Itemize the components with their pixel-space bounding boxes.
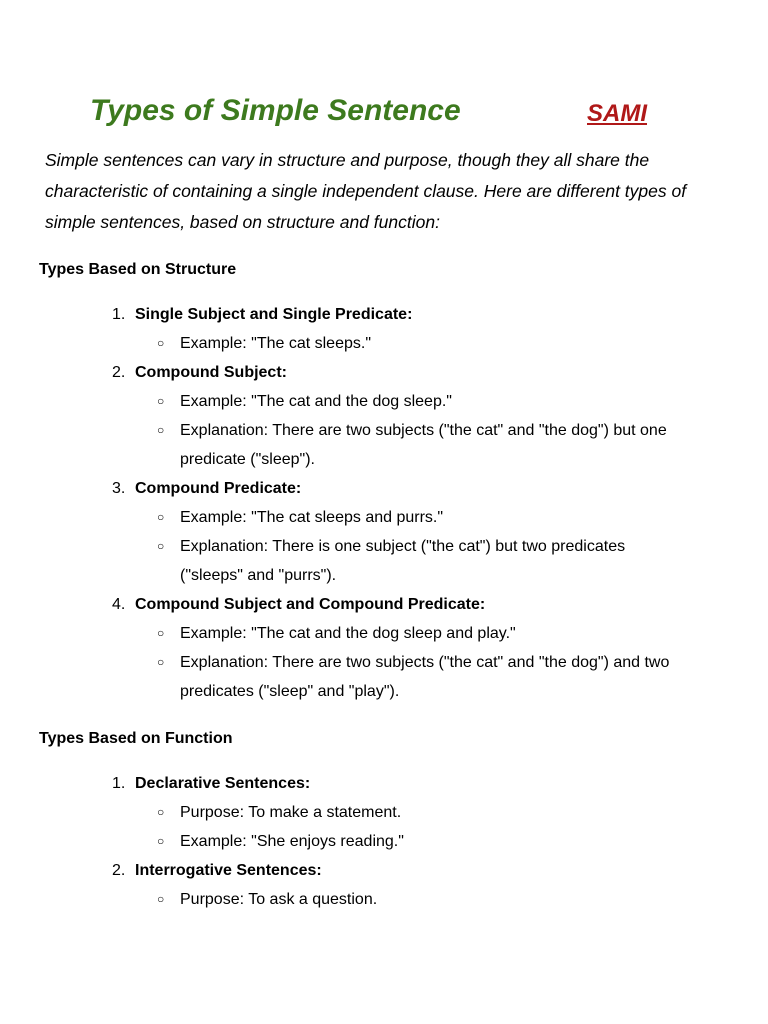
section-heading-structure: Types Based on Structure (39, 261, 237, 278)
sub-item-text: Example: "The cat sleeps and purrs." (180, 509, 444, 526)
sub-item-text: Example: "The cat sleeps." (180, 335, 371, 352)
structure-types-list (0, 300, 690, 706)
sub-list-item (157, 648, 690, 706)
sub-item-text: Explanation: There are two subjects ("the cat" and "the dog") but one predicate ("sleep"). (180, 422, 667, 468)
sub-list-item (157, 387, 690, 416)
sub-list-item (157, 885, 690, 914)
circle-bullet-icon: ○ (157, 336, 165, 350)
list-item (0, 300, 690, 358)
sub-list (0, 885, 690, 914)
section-heading-function: Types Based on Function (39, 730, 233, 747)
list-item (0, 590, 690, 706)
list-number: 2. (112, 862, 126, 879)
intro-paragraph: Simple sentences can vary in structure and purpose, though they all share the characteristic of containing a single independent clause. Here are different types of simple sentences, based on structure and function: (45, 150, 687, 232)
author-name: SAMI (587, 100, 647, 127)
circle-bullet-icon: ○ (157, 394, 165, 408)
document-title: Types of Simple Sentence (90, 94, 461, 127)
list-number: 2. (112, 364, 126, 381)
list-item (0, 856, 690, 914)
sub-list-item (157, 532, 690, 590)
circle-bullet-icon: ○ (157, 626, 165, 640)
list-number: 3. (112, 480, 126, 497)
sub-item-text: Purpose: To make a statement. (180, 804, 402, 821)
circle-bullet-icon: ○ (157, 423, 165, 437)
sub-list-item (157, 416, 690, 474)
list-number: 1. (112, 306, 126, 323)
list-number: 4. (112, 596, 126, 613)
list-item-title: Declarative Sentences: (135, 775, 311, 792)
circle-bullet-icon: ○ (157, 539, 165, 553)
circle-bullet-icon: ○ (157, 655, 165, 669)
sub-list (0, 619, 690, 706)
circle-bullet-icon: ○ (157, 892, 165, 906)
sub-item-text: Purpose: To ask a question. (180, 891, 378, 908)
sub-item-text: Explanation: There is one subject ("the cat") but two predicates ("sleeps" and "purrs"). (180, 538, 626, 584)
list-number: 1. (112, 775, 126, 792)
sub-list (0, 387, 690, 474)
circle-bullet-icon: ○ (157, 834, 165, 848)
sub-list (0, 329, 690, 358)
sub-item-text: Example: "The cat and the dog sleep." (180, 393, 452, 410)
list-item (0, 358, 690, 474)
list-item (0, 474, 690, 590)
list-item (0, 769, 690, 856)
sub-list-item (157, 798, 690, 827)
list-item-title: Single Subject and Single Predicate: (135, 306, 413, 323)
sub-item-text: Example: "She enjoys reading." (180, 833, 404, 850)
sub-list-item (157, 503, 690, 532)
sub-item-text: Explanation: There are two subjects ("the cat" and "the dog") and two predicates ("sleep" and "play"). (180, 654, 670, 700)
sub-list (0, 503, 690, 590)
list-item-title: Interrogative Sentences: (135, 862, 322, 879)
circle-bullet-icon: ○ (157, 510, 165, 524)
sub-list-item (157, 329, 690, 358)
sub-list-item (157, 619, 690, 648)
circle-bullet-icon: ○ (157, 805, 165, 819)
list-item-title: Compound Predicate: (135, 480, 302, 497)
sub-list (0, 798, 690, 856)
sub-list-item (157, 827, 690, 856)
sub-item-text: Example: "The cat and the dog sleep and play." (180, 625, 516, 642)
list-item-title: Compound Subject and Compound Predicate: (135, 596, 486, 613)
function-types-list (0, 769, 690, 914)
list-item-title: Compound Subject: (135, 364, 287, 381)
